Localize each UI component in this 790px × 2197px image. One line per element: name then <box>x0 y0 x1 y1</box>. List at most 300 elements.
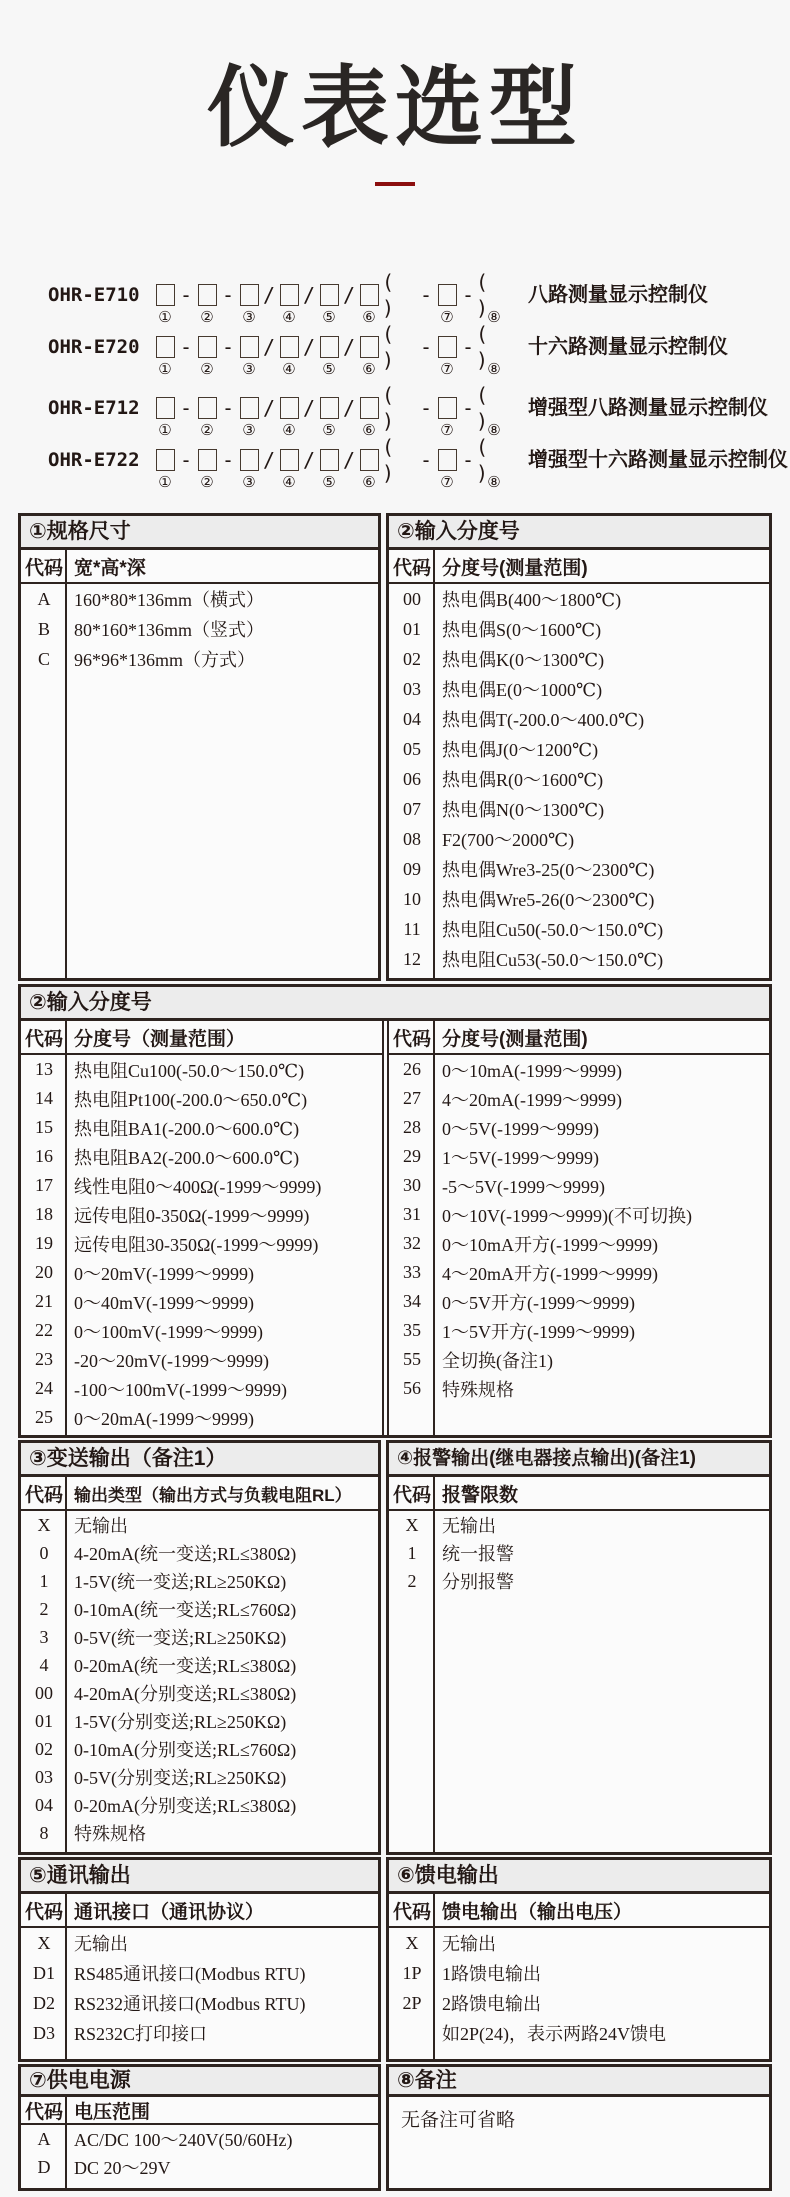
position-number: ③ <box>242 309 256 326</box>
row-desc: 0～20mA(-1999～9999) <box>74 1408 254 1429</box>
pattern-separator: / <box>342 335 356 359</box>
value-column-header: 分度号（测量范围） <box>74 1028 246 1050</box>
row-code: D <box>37 2156 51 2177</box>
row-desc: 4-20mA(统一变送;RL≤380Ω) <box>74 1544 297 1564</box>
row-desc: 热电偶B(400～1800℃) <box>442 590 622 610</box>
pattern-parens: ( ) <box>476 322 494 372</box>
position-number: ④ <box>282 361 296 378</box>
pattern-separator: / <box>262 448 276 472</box>
row-desc: 4～20mA(-1999～9999) <box>442 1089 622 1110</box>
section-8-header: ⑧备注 <box>389 2067 769 2097</box>
model-description: 增强型八路测量显示控制仪 <box>528 397 768 419</box>
table-row <box>389 1258 769 1287</box>
section-1-size <box>18 513 381 981</box>
row-code: 04 <box>35 1794 53 1815</box>
section-2-input-part1 <box>386 513 772 981</box>
pattern-separator: / <box>302 396 316 420</box>
row-code: 12 <box>403 948 421 969</box>
pattern-separator: - <box>179 283 193 307</box>
row-code: 20 <box>35 1262 53 1282</box>
table-row <box>389 674 769 704</box>
table-row <box>389 644 769 674</box>
code-column-header: 代码 <box>24 2101 63 2123</box>
table-row <box>21 1511 378 1539</box>
pattern-separator: / <box>302 448 316 472</box>
row-code: 33 <box>403 1262 421 1282</box>
row-code: 23 <box>35 1349 53 1369</box>
row-code: C <box>37 648 50 669</box>
column-divider <box>433 1477 435 1852</box>
code-box-3 <box>240 449 259 471</box>
row-code: 31 <box>403 1204 421 1224</box>
row-desc: 1-5V(分别变送;RL≥250KΩ) <box>74 1712 287 1732</box>
row-code: B <box>37 618 50 639</box>
row-code: 35 <box>403 1320 421 1340</box>
position-number: ③ <box>242 361 256 378</box>
row-desc: 4-20mA(分别变送;RL≤380Ω) <box>74 1684 297 1704</box>
row-code: X <box>37 1932 51 1953</box>
code-box-7 <box>438 449 457 471</box>
table-row <box>21 1988 378 2018</box>
row-code: 07 <box>403 798 421 819</box>
row-code: X <box>405 1932 419 1953</box>
row-desc: -100～100mV(-1999～9999) <box>74 1379 287 1400</box>
table-row <box>389 1113 769 1142</box>
code-box-3 <box>240 397 259 419</box>
table-row <box>389 1316 769 1345</box>
table-row <box>389 824 769 854</box>
section-5-comm-output <box>18 1857 381 2062</box>
row-code: 19 <box>35 1233 53 1253</box>
position-number: ⑥ <box>362 474 376 491</box>
pattern-separator: / <box>262 283 276 307</box>
position-number: ⑦ <box>440 422 454 439</box>
pattern-separator: - <box>461 448 475 472</box>
position-number: ① <box>158 422 172 439</box>
pattern-separator: / <box>302 283 316 307</box>
position-number: ④ <box>282 422 296 439</box>
pattern-separator: / <box>262 396 276 420</box>
model-description: 十六路测量显示控制仪 <box>528 336 728 358</box>
column-headers <box>389 550 769 584</box>
row-desc: RS232C打印接口 <box>74 2024 208 2044</box>
table-row <box>389 1171 769 1200</box>
code-box-6 <box>360 284 379 306</box>
model-line <box>48 383 790 441</box>
row-code: 11 <box>403 918 421 939</box>
model-code-legend <box>48 270 790 493</box>
column-headers <box>21 2097 378 2125</box>
code-box-2 <box>198 336 217 358</box>
row-code: 04 <box>403 708 421 729</box>
row-code: 30 <box>403 1175 421 1195</box>
table-row <box>389 1084 769 1113</box>
code-box-3 <box>240 284 259 306</box>
table-row <box>389 1958 769 1988</box>
row-desc: 全切换(备注1) <box>442 1350 553 1371</box>
column-divider <box>433 1021 435 1435</box>
table-row <box>389 854 769 884</box>
position-number: ② <box>200 422 214 439</box>
pattern-separator: - <box>461 396 475 420</box>
row-desc: 热电偶N(0～1300℃) <box>442 800 605 820</box>
row-desc: 1～5V(-1999～9999) <box>442 1147 599 1168</box>
code-box-5 <box>320 336 339 358</box>
row-code: 02 <box>35 1738 53 1759</box>
row-desc: AC/DC 100～240V(50/60Hz) <box>74 2130 293 2150</box>
value-column-header: 通讯接口（通讯协议） <box>74 1901 265 1923</box>
section-7-header: ⑦供电电源 <box>21 2067 378 2097</box>
table-row <box>21 2018 378 2048</box>
row-desc: RS485通讯接口(Modbus RTU) <box>74 1964 306 1984</box>
row-code: 55 <box>403 1349 421 1369</box>
model-pattern <box>152 435 512 493</box>
table-row <box>21 1679 378 1707</box>
pattern-separator: - <box>179 335 193 359</box>
row-desc: 0～5V开方(-1999～9999) <box>442 1292 635 1313</box>
row-desc: 热电阻Cu100(-50.0～150.0℃) <box>74 1060 305 1081</box>
section-5-header: ⑤通讯输出 <box>21 1860 378 1894</box>
code-box-7 <box>438 336 457 358</box>
table-row <box>21 1403 382 1432</box>
position-number: ⑧ <box>487 474 501 491</box>
position-number: ⑦ <box>440 361 454 378</box>
row-desc: 2路馈电输出 <box>442 1994 541 2014</box>
row-code: 10 <box>403 888 421 909</box>
position-number: ⑧ <box>487 309 501 326</box>
table-row <box>389 1055 769 1084</box>
row-code: 8 <box>39 1822 49 1843</box>
row-desc: 特殊规格 <box>74 1824 146 1844</box>
pattern-parens: ( ) <box>382 435 400 485</box>
row-desc: 0～100mV(-1999～9999) <box>74 1321 263 1342</box>
pattern-separator: - <box>179 448 193 472</box>
table-row <box>389 764 769 794</box>
code-box-3 <box>240 336 259 358</box>
row-code: X <box>405 1514 419 1535</box>
code-box-6 <box>360 397 379 419</box>
model-code: OHR-E712 <box>48 397 140 419</box>
model-code: OHR-E710 <box>48 284 140 306</box>
section-7-power-supply <box>18 2064 381 2191</box>
section-2-input-part2 <box>18 984 772 1438</box>
row-desc: 80*160*136mm（竖式） <box>74 620 265 640</box>
section-8-remark <box>386 2064 772 2191</box>
model-line <box>48 322 790 380</box>
row-desc: 无输出 <box>74 1516 128 1536</box>
position-number: ⑤ <box>322 474 336 491</box>
table-row <box>21 644 378 674</box>
value-column-header: 宽*高*深 <box>74 557 146 579</box>
position-number: ⑤ <box>322 361 336 378</box>
table-row <box>21 1055 382 1084</box>
value-column-header: 分度号(测量范围) <box>442 557 588 579</box>
row-code: 32 <box>403 1233 421 1253</box>
row-desc: 热电偶E(0～1000℃) <box>442 680 603 700</box>
row-desc: 线性电阻0～400Ω(-1999～9999) <box>74 1176 322 1197</box>
model-pattern <box>152 270 512 328</box>
row-code: 1P <box>402 1962 422 1983</box>
position-number: ① <box>158 309 172 326</box>
row-code: 4 <box>39 1654 49 1675</box>
row-code: D2 <box>33 1992 55 2013</box>
column-divider <box>65 550 67 978</box>
row-code: 22 <box>35 1320 53 1340</box>
row-code: D1 <box>33 1962 55 1983</box>
row-desc: 无输出 <box>442 1516 496 1536</box>
code-column-header: 代码 <box>392 557 431 579</box>
band-transmit-and-alarm <box>18 1440 772 1855</box>
table-row <box>389 1567 769 1595</box>
position-number: ⑦ <box>440 474 454 491</box>
pattern-parens: ( ) <box>382 322 400 372</box>
table-row <box>21 1595 378 1623</box>
pattern-separator: / <box>262 335 276 359</box>
row-code: 00 <box>403 588 421 609</box>
page-title: 仪表选型 <box>206 58 583 157</box>
row-desc: 热电偶K(0～1300℃) <box>442 650 605 670</box>
row-desc: 1-5V(统一变送;RL≥250KΩ) <box>74 1572 287 1592</box>
row-code: 26 <box>403 1059 421 1079</box>
table-row <box>21 1142 382 1171</box>
pattern-separator: - <box>221 283 235 307</box>
code-column-header: 代码 <box>392 1484 431 1506</box>
row-desc: 特殊规格 <box>442 1379 514 1400</box>
value-column-header: 输出类型（输出方式与负载电阻RL） <box>74 1485 352 1505</box>
table-row <box>21 1345 382 1374</box>
row-desc: 0～10V(-1999～9999)(不可切换) <box>442 1205 692 1226</box>
code-box-6 <box>360 336 379 358</box>
pattern-separator: - <box>179 396 193 420</box>
row-code: 27 <box>403 1088 421 1108</box>
row-desc: 热电阻Cu53(-50.0～150.0℃) <box>442 950 664 970</box>
section-2-header-continued: ②输入分度号 <box>21 987 769 1021</box>
row-code: A <box>37 588 51 609</box>
table-row <box>389 1229 769 1258</box>
code-box-4 <box>280 336 299 358</box>
table-row <box>21 1567 378 1595</box>
pattern-separator: / <box>342 396 356 420</box>
row-desc: 无输出 <box>74 1934 128 1954</box>
code-box-5 <box>320 284 339 306</box>
code-box-2 <box>198 284 217 306</box>
row-desc: 0-5V(统一变送;RL≥250KΩ) <box>74 1628 287 1648</box>
code-box-1 <box>156 336 175 358</box>
code-box-1 <box>156 397 175 419</box>
position-number: ⑧ <box>487 361 501 378</box>
table-row <box>389 794 769 824</box>
row-code: 16 <box>35 1146 53 1166</box>
band-size-and-input <box>18 513 772 981</box>
row-desc: 0～20mV(-1999～9999) <box>74 1263 254 1284</box>
code-box-2 <box>198 397 217 419</box>
position-number: ④ <box>282 474 296 491</box>
row-code: 25 <box>35 1407 53 1427</box>
value-column-header: 馈电输出（输出电压） <box>442 1901 633 1923</box>
row-desc: 0～40mV(-1999～9999) <box>74 1292 254 1313</box>
table-row <box>21 1539 378 1567</box>
table-row <box>21 1623 378 1651</box>
row-desc: 1路馈电输出 <box>442 1964 541 1984</box>
position-number: ⑥ <box>362 309 376 326</box>
table-row <box>389 1200 769 1229</box>
position-number: ② <box>200 309 214 326</box>
code-box-6 <box>360 449 379 471</box>
row-desc: 热电偶S(0～1600℃) <box>442 620 602 640</box>
table-row <box>389 584 769 614</box>
row-code: 15 <box>35 1117 53 1137</box>
row-code: 2 <box>407 1570 417 1591</box>
code-column-header: 代码 <box>24 1028 63 1050</box>
selection-tables <box>18 513 772 2191</box>
model-pattern <box>152 383 512 441</box>
code-box-1 <box>156 284 175 306</box>
row-code: 56 <box>403 1378 421 1398</box>
column-divider <box>65 1894 67 2059</box>
table-row <box>21 1791 378 1819</box>
code-box-1 <box>156 449 175 471</box>
value-column-header: 电压范围 <box>74 2101 151 2123</box>
column-headers <box>21 550 378 584</box>
table-row <box>21 1113 382 1142</box>
value-column-header: 分度号(测量范围) <box>442 1028 588 1050</box>
model-description: 增强型十六路测量显示控制仪 <box>528 449 788 471</box>
code-box-5 <box>320 397 339 419</box>
input-table-left <box>21 1021 384 1435</box>
row-desc: 0-20mA(统一变送;RL≤380Ω) <box>74 1656 297 1676</box>
table-row <box>389 1511 769 1539</box>
row-code: 14 <box>35 1088 53 1108</box>
table-row <box>21 1084 382 1113</box>
table-row <box>21 1763 378 1791</box>
row-desc: 160*80*136mm（横式） <box>74 590 265 610</box>
column-headers <box>21 1477 378 1511</box>
row-code: 05 <box>403 738 421 759</box>
row-code: X <box>37 1514 51 1535</box>
model-description: 八路测量显示控制仪 <box>528 284 708 306</box>
section-3-transmit-output <box>18 1440 381 1855</box>
code-column-header: 代码 <box>392 1901 431 1923</box>
table-row <box>21 1229 382 1258</box>
row-code: 1 <box>39 1570 49 1591</box>
row-code: 29 <box>403 1146 421 1166</box>
row-desc: F2(700～2000℃) <box>442 830 575 850</box>
table-row <box>21 1374 382 1403</box>
table-row <box>389 704 769 734</box>
row-desc: 0-20mA(分别变送;RL≤380Ω) <box>74 1796 297 1816</box>
pattern-separator: - <box>419 283 433 307</box>
row-desc: 无输出 <box>442 1934 496 1954</box>
row-desc: 热电阻BA1(-200.0～600.0℃) <box>74 1118 300 1139</box>
row-desc: 热电偶R(0～1600℃) <box>442 770 604 790</box>
table-row <box>21 2125 378 2153</box>
position-number: ⑤ <box>322 422 336 439</box>
table-row <box>21 1958 378 1988</box>
model-line <box>48 270 790 328</box>
table-row <box>389 1928 769 1958</box>
table-row <box>21 1287 382 1316</box>
position-number: ③ <box>242 422 256 439</box>
row-desc: 热电偶J(0～1200℃) <box>442 740 599 760</box>
code-box-2 <box>198 449 217 471</box>
table-row <box>389 2018 769 2048</box>
column-headers <box>389 1021 769 1055</box>
position-number: ② <box>200 361 214 378</box>
section-6-feed-output <box>386 1857 772 2062</box>
column-headers <box>21 1021 382 1055</box>
pattern-separator: / <box>342 448 356 472</box>
code-box-5 <box>320 449 339 471</box>
row-code: 2P <box>402 1992 422 2013</box>
table-row <box>389 944 769 974</box>
pattern-separator: - <box>419 396 433 420</box>
row-desc: 热电偶T(-200.0～400.0℃) <box>442 710 645 730</box>
table-row <box>21 1651 378 1679</box>
code-box-7 <box>438 284 457 306</box>
row-code: 21 <box>35 1291 53 1311</box>
table-row <box>21 1316 382 1345</box>
code-box-4 <box>280 397 299 419</box>
table-row <box>21 1819 378 1847</box>
band-supply-and-remark <box>18 2064 772 2191</box>
position-number: ⑥ <box>362 361 376 378</box>
column-divider <box>65 1021 67 1435</box>
section-6-header: ⑥馈电输出 <box>389 1860 769 1894</box>
position-number: ⑤ <box>322 309 336 326</box>
row-code: 34 <box>403 1291 421 1311</box>
row-code: 1 <box>407 1542 417 1563</box>
remark-note: 无备注可省略 <box>401 2110 516 2131</box>
section-4-header: ④报警输出(继电器接点输出)(备注1) <box>389 1443 769 1477</box>
pattern-parens: ( ) <box>476 383 494 433</box>
row-code: 01 <box>403 618 421 639</box>
row-desc: 热电偶Wre5-26(0～2300℃) <box>442 890 655 910</box>
table-row <box>21 1200 382 1229</box>
row-desc: 热电阻Pt100(-200.0～650.0℃) <box>74 1089 308 1110</box>
row-desc: 96*96*136mm（方式） <box>74 650 256 670</box>
row-code: 17 <box>35 1175 53 1195</box>
position-number: ⑥ <box>362 422 376 439</box>
row-code: 24 <box>35 1378 53 1398</box>
row-desc: RS232通讯接口(Modbus RTU) <box>74 1994 306 2014</box>
row-code: 03 <box>35 1766 53 1787</box>
pattern-parens: ( ) <box>476 270 494 320</box>
position-number: ② <box>200 474 214 491</box>
table-row <box>21 2153 378 2181</box>
table-row <box>389 1287 769 1316</box>
row-desc: 热电阻BA2(-200.0～600.0℃) <box>74 1147 300 1168</box>
table-row <box>21 1735 378 1763</box>
code-column-header: 代码 <box>392 1028 431 1050</box>
position-number: ⑧ <box>487 422 501 439</box>
row-desc: 远传电阻0-350Ω(-1999～9999) <box>74 1205 310 1226</box>
input-table-right <box>387 1021 769 1435</box>
table-row <box>389 614 769 644</box>
pattern-separator: - <box>221 448 235 472</box>
row-code: 13 <box>35 1059 53 1079</box>
table-row <box>21 1171 382 1200</box>
code-column-header: 代码 <box>24 557 63 579</box>
position-number: ④ <box>282 309 296 326</box>
pattern-parens: ( ) <box>476 435 494 485</box>
column-headers <box>389 1894 769 1928</box>
pattern-parens: ( ) <box>382 383 400 433</box>
table-row <box>21 614 378 644</box>
table-row <box>21 1258 382 1287</box>
row-desc: 0～10mA开方(-1999～9999) <box>442 1234 658 1255</box>
row-desc: -5～5V(-1999～9999) <box>442 1176 605 1197</box>
position-number: ① <box>158 474 172 491</box>
